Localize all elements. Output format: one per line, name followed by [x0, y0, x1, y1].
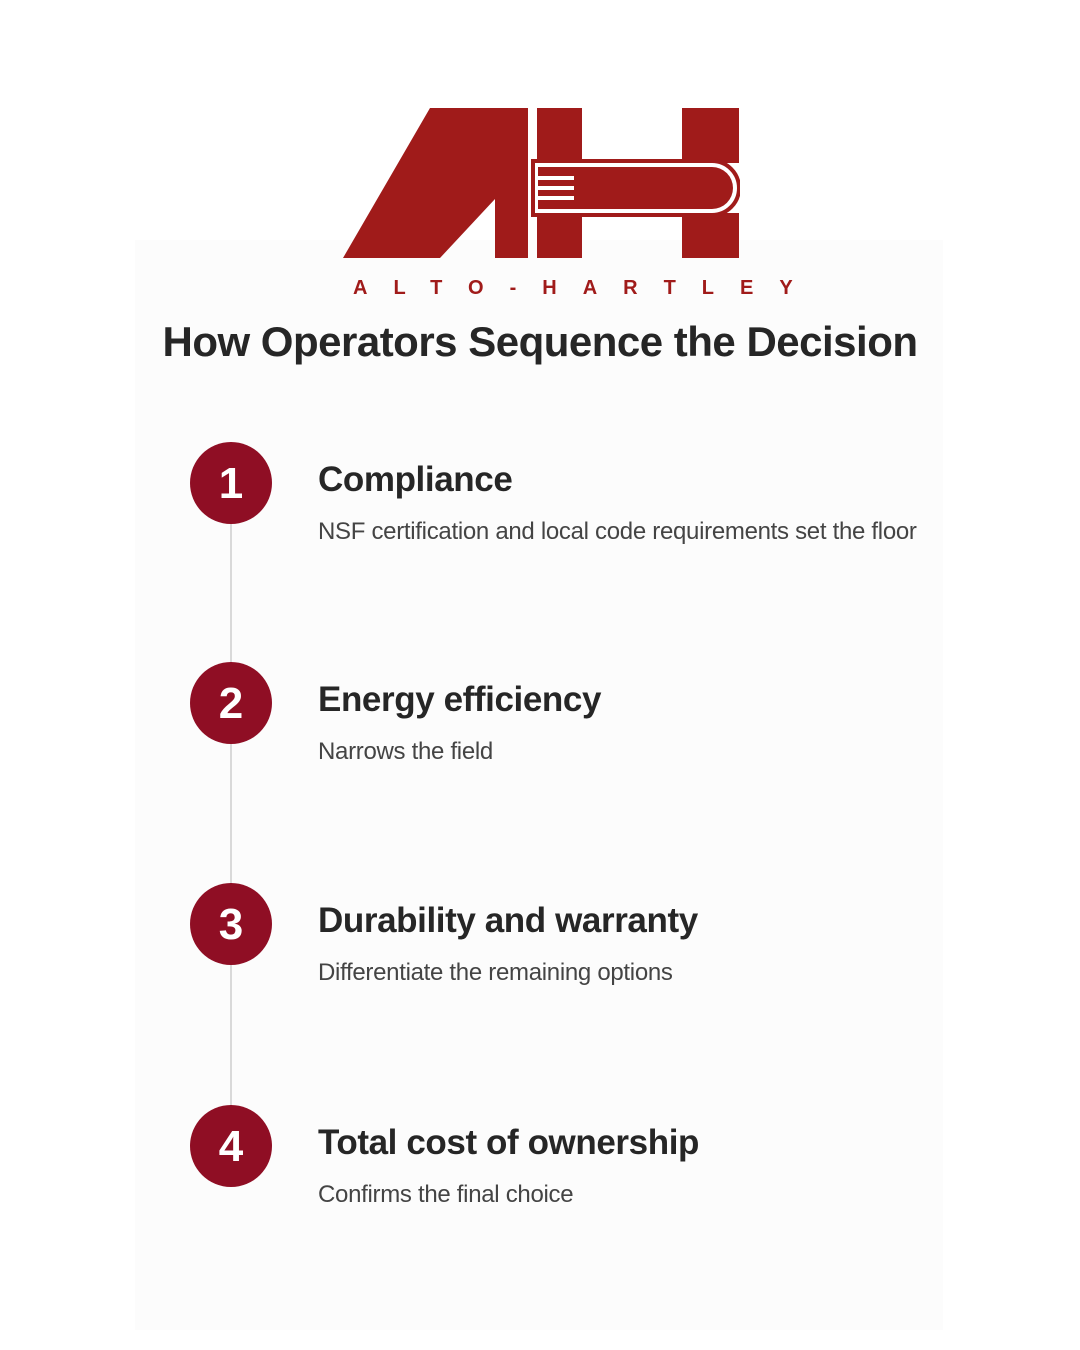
step-title: Compliance [318, 460, 513, 499]
step-description: Differentiate the remaining options [318, 959, 673, 986]
brand-wordmark: ALTO-HARTLEY [353, 277, 819, 299]
ah-monogram-icon [340, 105, 740, 265]
step-number-badge: 4 [190, 1105, 272, 1187]
step-description: NSF certification and local code requirements set the floor [318, 518, 917, 545]
step-number-badge: 1 [190, 442, 272, 524]
step-durability-warranty [190, 883, 950, 1003]
step-energy-efficiency [190, 662, 950, 782]
timeline-connector [230, 520, 232, 1150]
step-description: Confirms the final choice [318, 1181, 574, 1208]
step-number-badge: 2 [190, 662, 272, 744]
page-title: How Operators Sequence the Decision [162, 318, 918, 365]
step-title: Energy efficiency [318, 680, 602, 719]
step-title: Durability and warranty [318, 901, 698, 940]
step-total-cost [190, 1105, 950, 1225]
brand-logo [340, 105, 819, 305]
step-compliance [190, 442, 950, 562]
step-number-badge: 3 [190, 883, 272, 965]
step-description: Narrows the field [318, 738, 493, 765]
step-title: Total cost of ownership [318, 1123, 699, 1162]
